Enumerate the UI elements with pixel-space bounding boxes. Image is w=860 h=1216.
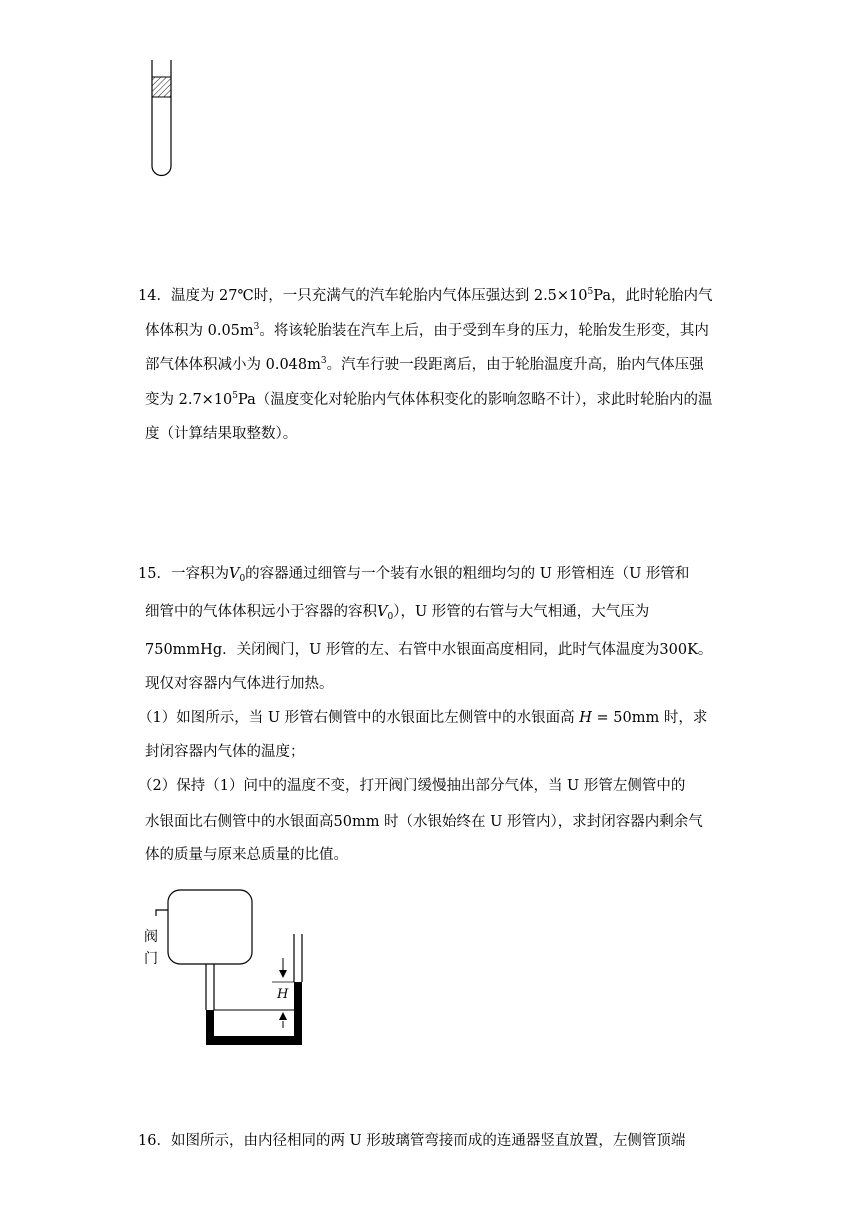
valve-label: 阀门 (144, 929, 158, 967)
q15-line-9: 体的质量与原来总质量的比值。 (145, 847, 348, 863)
q15-line-8: 水银面比右侧管中的水银面高50mm 时（水银始终在 U 形管内），求封闭容器内剩余气 (145, 814, 703, 830)
q15-line-7: （2）保持（1）问中的温度不变，打开阀门缓慢抽出部分气体，当 U 形管左侧管中的 (138, 778, 686, 794)
q15-line-5: （1）如图所示，当 U 形管右侧管中的水银面比左侧管中的水银面高 H = 50mm 时，求 (138, 710, 708, 726)
q15-line-1: 15．一容积为$V_0$的容器通过细管与一个装有水银的粗细均匀的 U 形管相连（U 形管和 (138, 566, 690, 584)
question-15 (138, 555, 720, 871)
q15-line-3: 750mmHg．关闭阀门，U 形管的左、右管中水银面高度相同，此时气体温度为300K。 (145, 642, 713, 658)
q16-line-1: 16．如图所示，由内径相同的两 U 形玻璃管弯接而成的连通器竖直放置，左侧管顶端 (138, 1133, 686, 1149)
q14-line-5: 度（计算结果取整数）。 (145, 426, 298, 442)
test-tube-figure (140, 58, 184, 182)
q14-line-2: 体体积为 $0.05m^3$。将该轮胎装在汽车上后，由于受到车身的压力，轮胎发生形变，其内 (145, 321, 709, 339)
q14-line-1: 14．温度为 27℃时，一只充满气的汽车轮胎内气体压强达到 $2.5\times 10^5Pa$，此时轮胎内气 (138, 287, 713, 304)
question-14 (138, 279, 720, 452)
q14-line-3: 部气体体积减小为 $0.048m^3$。汽车行驶一段距离后，由于轮胎温度升高，胎内气体压强 (145, 356, 704, 373)
q15-line-4: 现仅对容器内气体进行加热。 (145, 676, 334, 692)
q15-line-2: 细管中的气体体积远小于容器的容积$V_0$），U 形管的右管与大气相通，大气压为 (145, 604, 650, 622)
q15-line-6: 封闭容器内气体的温度； (145, 744, 305, 760)
u-tube-container-figure (150, 886, 320, 1048)
h-label: H (277, 987, 289, 1002)
question-16 (138, 1124, 720, 1159)
q14-line-4: 变为 $2.7\times 10^5Pa$（温度变化对轮胎内气体体积变化的影响忽略不计），求此时轮胎内的温 (145, 390, 713, 408)
